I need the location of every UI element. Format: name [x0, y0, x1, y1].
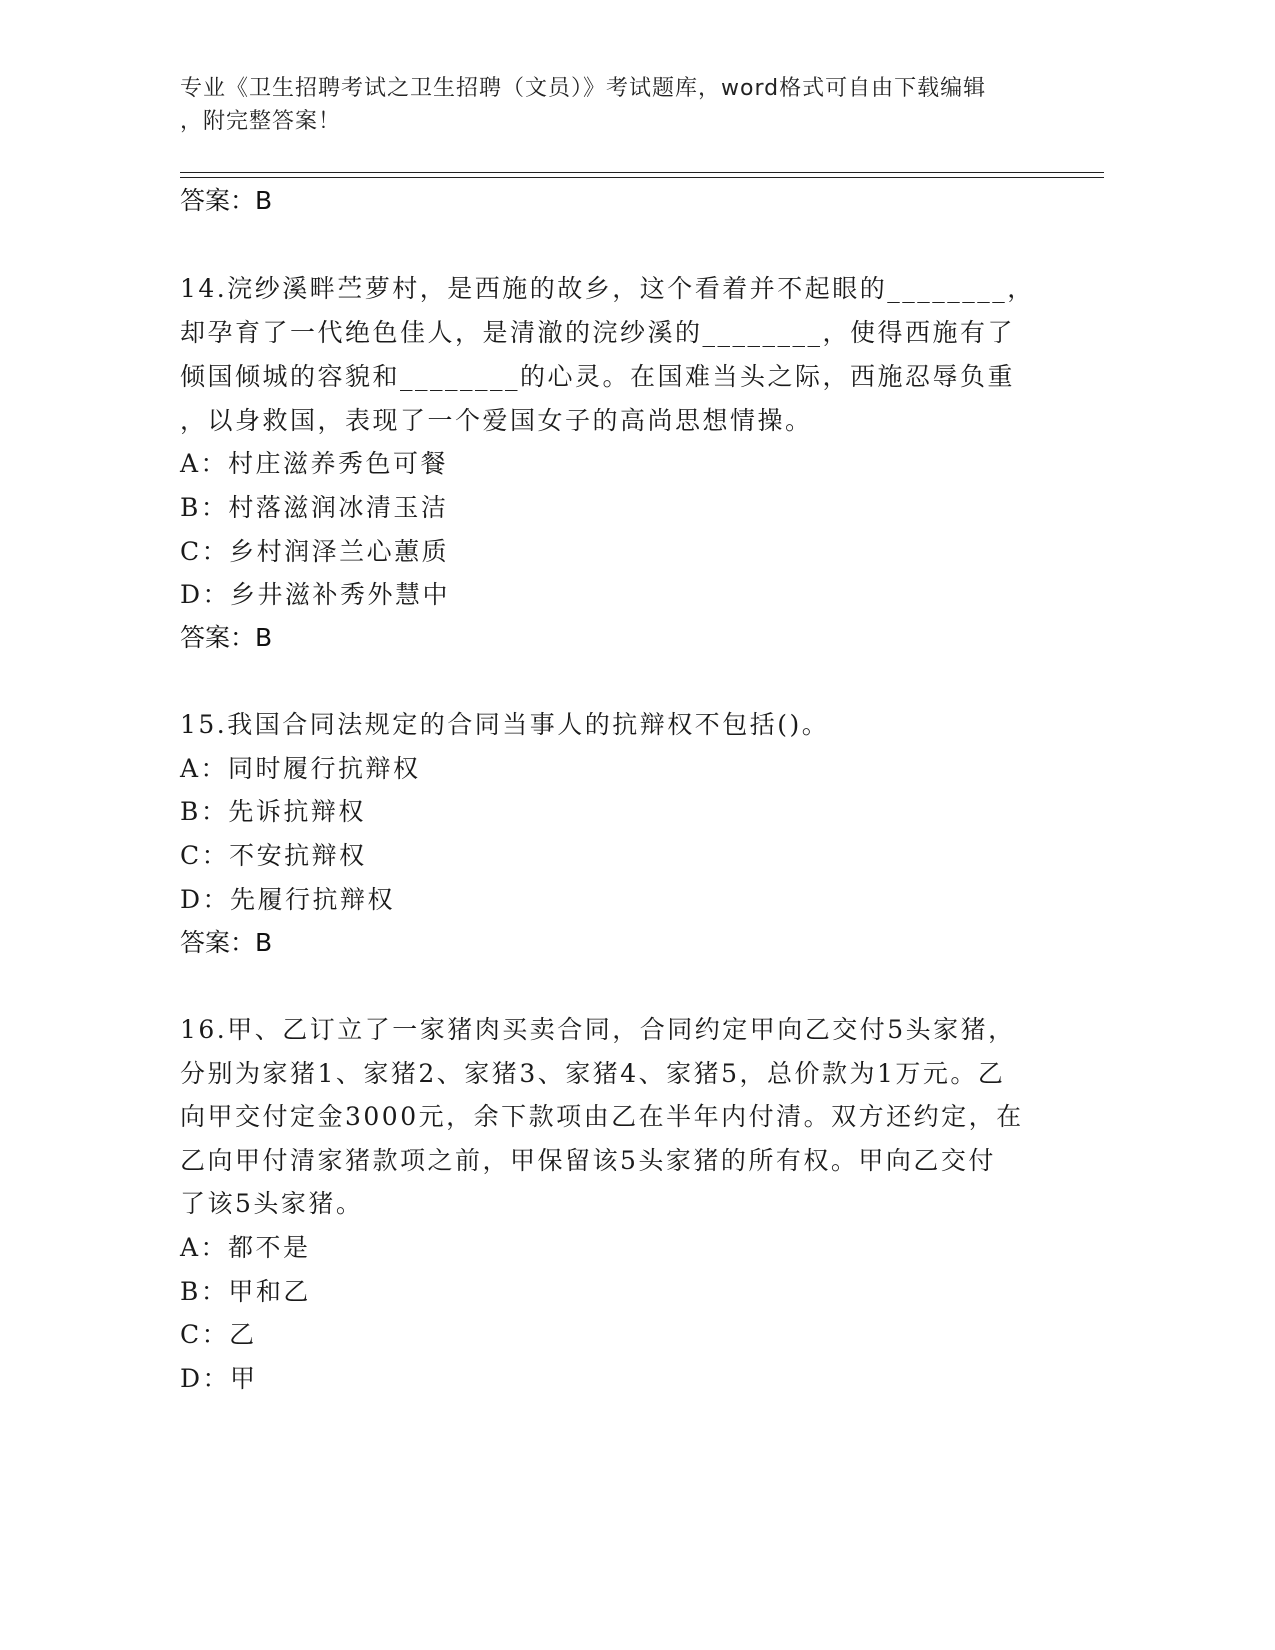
document-header: [180, 72, 1060, 138]
option-d: D：先履行抗辩权: [180, 885, 396, 914]
option-b: B：村落滋润冰清玉洁: [180, 493, 449, 522]
header-line-1: 专业《卫生招聘考试之卫生招聘（文员）》考试题库，word格式可自由下载编辑: [180, 76, 987, 101]
option-d: D：乡井滋补秀外慧中: [180, 580, 451, 609]
previous-answer: 答案：B: [180, 186, 273, 215]
option-b: B：甲和乙: [180, 1277, 311, 1306]
answer-label: 答案：B: [180, 623, 273, 652]
question-text-line: 向甲交付定金3000元，余下款项由乙在半年内付清。双方还约定，在: [180, 1102, 1024, 1131]
header-divider-top: [180, 172, 1104, 173]
answer-label: 答案：B: [180, 928, 273, 957]
question-text-line: 乙向甲付清家猪款项之前，甲保留该5头家猪的所有权。甲向乙交付: [180, 1146, 996, 1175]
question-text-line: 分别为家猪1、家猪2、家猪3、家猪4、家猪5，总价款为1万元。乙: [180, 1059, 1006, 1088]
header-line-2: ，附完整答案！: [180, 109, 342, 134]
option-a: A：都不是: [180, 1233, 311, 1262]
question-text-line: 却孕育了一代绝色佳人，是清澈的浣纱溪的________，使得西施有了: [180, 318, 1016, 347]
option-c: C：乙: [180, 1320, 257, 1349]
option-c: C：乡村润泽兰心蕙质: [180, 537, 450, 566]
question-text-line: 16.甲、乙订立了一家猪肉买卖合同，合同约定甲向乙交付5头家猪，: [180, 1015, 1016, 1044]
question-text-line: 14.浣纱溪畔苎萝村，是西施的故乡，这个看着并不起眼的________，: [180, 274, 1035, 303]
option-a: A：村庄滋养秀色可餐: [180, 449, 449, 478]
option-c: C：不安抗辩权: [180, 841, 367, 870]
question-text-line: 15.我国合同法规定的合同当事人的抗辩权不包括()。: [180, 710, 830, 739]
option-b: B：先诉抗辩权: [180, 797, 366, 826]
question-text-line: 了该5头家猪。: [180, 1189, 364, 1218]
option-a: A：同时履行抗辩权: [180, 754, 421, 783]
header-divider-bottom: [180, 177, 1104, 178]
option-d: D：甲: [180, 1364, 258, 1393]
question-text-line: ，以身救国，表现了一个爱国女子的高尚思想情操。: [180, 406, 813, 435]
question-text-line: 倾国倾城的容貌和________的心灵。在国难当头之际，西施忍辱负重: [180, 362, 1016, 391]
